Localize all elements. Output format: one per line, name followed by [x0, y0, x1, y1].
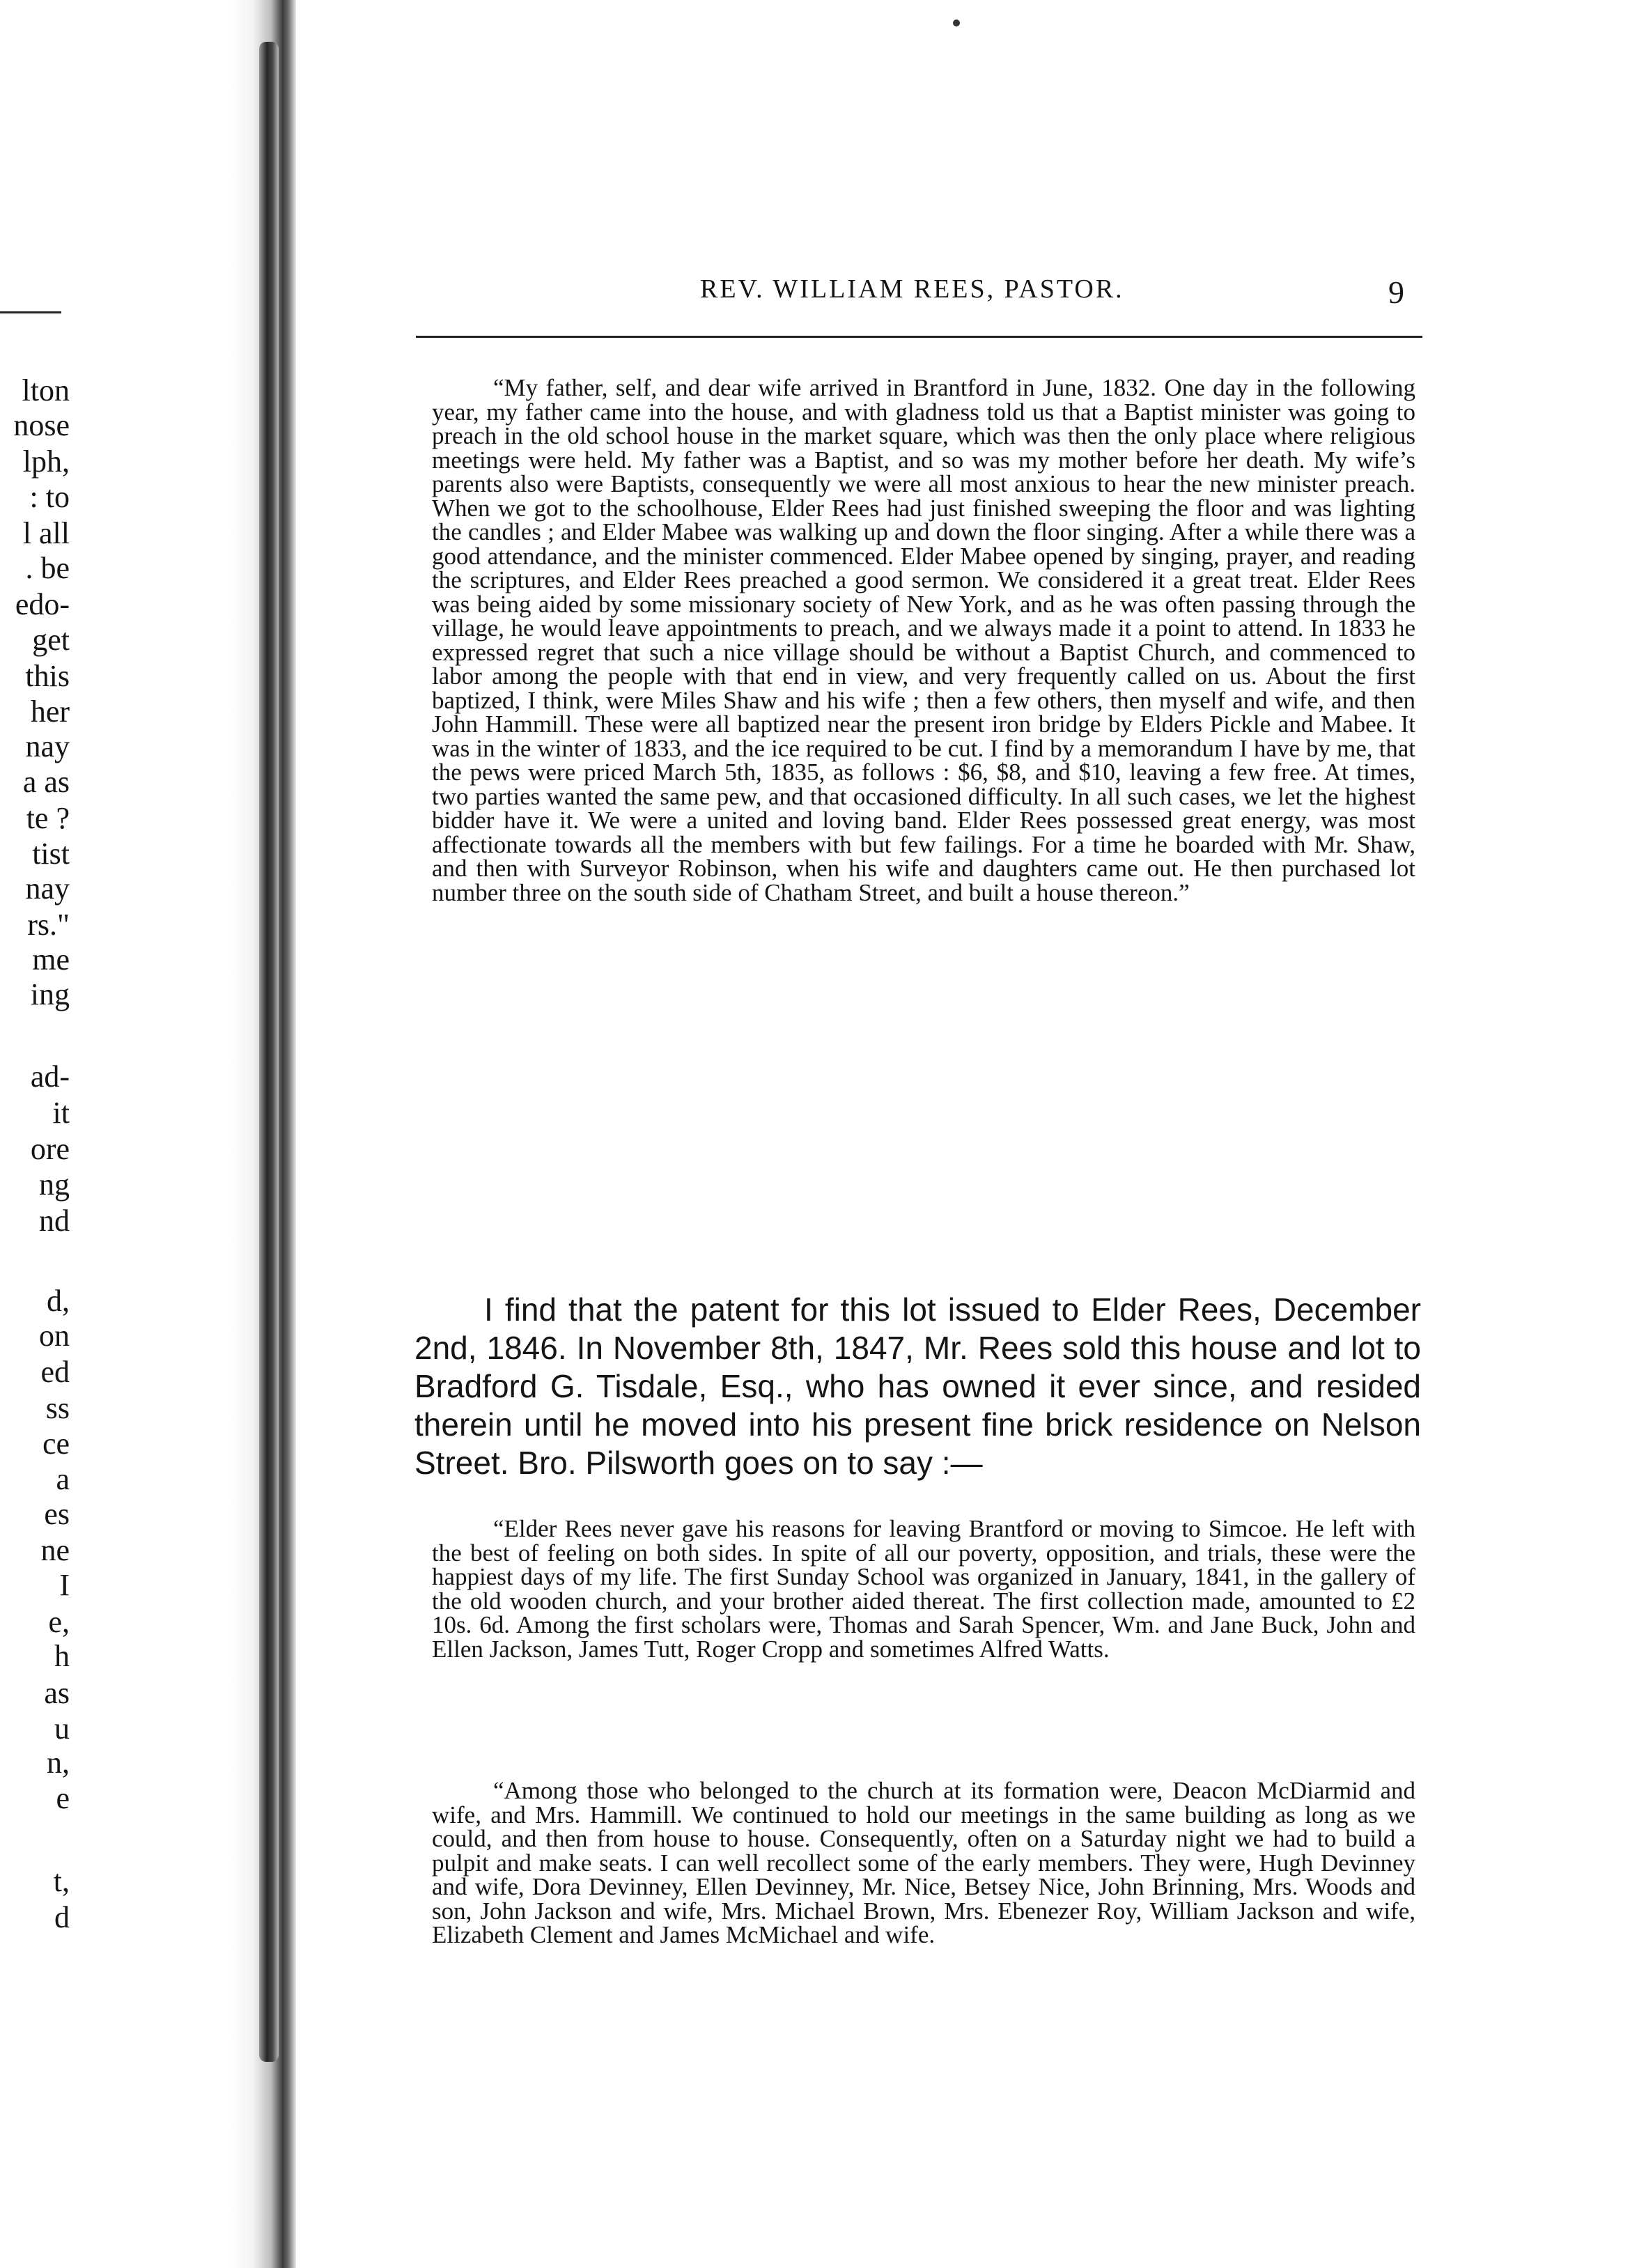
quoted-paragraph-2: “Elder Rees never gave his reasons for leaving Brantford or moving to Simcoe. He left with the best of feeling on both sides. In spite of all our poverty, opposition, and trials, these were the happiest days of my life. The first Sunday School was organized in January, 1841, in the gallery of the old wooden church, and your brother aided thereat. The first collection made, amounted to £2 10s. 6d. Among the first scholars were, Thomas and Sarah Spencer, Wm. and Jane Buck, John and Ellen Jackson, James Tutt, Roger Cropp and sometimes Alfred Watts. [432, 1515, 1415, 1663]
narrative-paragraph: I find that the patent for this lot issued to Elder Rees, December 2nd, 1846. In November 8th, 1847, Mr. Rees sold this house and lot to Bradford G. Tisdale, Esq., who has owned it ever since, and resided therein until he moved into his present fine brick residence on Nelson Street. Bro. Pilsworth goes on to say :— [414, 1291, 1421, 1481]
left-page-fragment: tist [32, 837, 70, 871]
left-page-fragment: ce [42, 1427, 70, 1461]
left-page-fragment: on [39, 1319, 70, 1353]
left-page-fragment: me [32, 942, 70, 977]
left-page-fragment: l all [22, 516, 70, 550]
page-number: 9 [1388, 274, 1404, 310]
left-page-fragment: ng [39, 1167, 70, 1202]
left-page-fragment: nose [13, 408, 70, 442]
left-page-fragment: edo- [15, 587, 70, 621]
left-page-fragment: a as [22, 765, 70, 799]
left-page-fragment: t, [53, 1864, 70, 1898]
left-page-fragment: I [59, 1568, 70, 1602]
left-page-fragment: this [25, 659, 70, 693]
left-page-fragment: es [44, 1497, 70, 1531]
header-rule [416, 336, 1422, 338]
left-page-fragment: lton [22, 373, 70, 407]
left-page-fragment: . be [25, 551, 70, 585]
left-page-fragment: u [54, 1711, 70, 1746]
left-page-fragment: ed [40, 1355, 70, 1389]
left-page-fragment: : to [29, 480, 70, 514]
left-page-fragment: a [56, 1462, 70, 1496]
left-page-fragment: it [52, 1096, 70, 1130]
left-facing-page [0, 0, 230, 2268]
left-page-fragment: ore [30, 1132, 70, 1166]
left-page-fragment: e [56, 1781, 70, 1815]
left-page-fragment: rs." [27, 908, 70, 942]
left-page-fragment: te ? [26, 801, 70, 835]
left-page-fragment: d, [47, 1284, 70, 1318]
left-page-fragment: lph, [22, 444, 70, 479]
left-page-fragment: ad- [30, 1059, 70, 1094]
left-page-fragment: nay [25, 871, 70, 906]
left-page-fragment: ss [45, 1391, 70, 1425]
left-page-fragment: nay [25, 729, 70, 763]
left-page-fragment: n, [47, 1746, 70, 1780]
quoted-paragraph-3: “Among those who belonged to the church at its formation were, Deacon McDiarmid and wife, and Mrs. Hammill. We continued to hold our meetings in the same building as long as we could, and then from house to house. Consequently, often on a Saturday night we had to build a pulpit and make seats. I can well recollect some of the early members. They were, Hugh Devinney and wife, Dora Devinney, Ellen Devinney, Mr. Nice, Betsey Nice, John Brinning, Mrs. Woods and son, John Jackson and wife, Mrs. Michael Brown, Mrs. Ebenezer Roy, William Jackson and wife, Elizabeth Clement and James McMichael and wife. [432, 1777, 1415, 1948]
left-page-fragment: her [30, 694, 70, 729]
left-page-fragment: e, [48, 1605, 70, 1639]
right-page [296, 0, 1630, 2268]
left-page-fragment: as [44, 1676, 70, 1710]
binding-shadow [259, 42, 279, 2062]
running-title: REV. WILLIAM REES, PASTOR. [700, 274, 1124, 304]
left-page-fragment: h [54, 1639, 70, 1673]
left-page-fragment: nd [39, 1204, 70, 1238]
left-page-fragment: d [54, 1900, 70, 1934]
left-page-text-fragments [0, 0, 70, 2268]
left-page-fragment: ing [30, 977, 70, 1011]
left-page-fragment: get [32, 623, 70, 657]
left-page-fragment: ne [40, 1533, 70, 1567]
quoted-paragraph-1: “My father, self, and dear wife arrived in Brantford in June, 1832. One day in the following year, my father came into the house, and with gladness told us that a Baptist minister was going to preach in the old school house in the market square, which was then the only place where religious meetings were held. My father was a Baptist, and so was my mother before her death. My wife’s parents also were Baptists, consequently we were all most anxious to hear the new minister preach. When we got to the schoolhouse, Elder Rees had just finished sweeping the floor and was lighting the candles ; and Elder Mabee was walking up and down the floor singing. After a while there was a good attendance, and the minister commenced. Elder Mabee opened by singing, prayer, and reading the scriptures, and Elder Rees preached a good sermon. We considered it a great treat. Elder Rees was being aided by some missionary society of New York, and as he was often passing through the village, he would leave appointments to preach, and we always made it a point to attend. In 1833 he expressed regret that such a nice village should be without a Baptist Church, and commenced to labor among the people with that end in view, and very frequently called on us. About the first baptized, I think, were Miles Shaw and his wife ; then a few others, then myself and wife, and then John Hammill. These were all baptized near the present iron bridge by Elders Pickle and Mabee. It was in the winter of 1833, and the ice required to be cut. I find by a memorandum I have by me, that the pews were priced March 5th, 1835, as follows : $6, $8, and $10, leaving a few free. At times, two parties wanted the same pew, and that occasioned difficulty. In all such cases, we let the highest bidder have it. We were a united and loving band. Elder Rees possessed great energy, was most affectionate towards all the members with but few failings. For a time he boarded with Mr. Shaw, and then with Surveyor Robinson, when his wife and daughters came out. He then purchased lot number three on the south side of Chatham Street, and built a house thereon.” [432, 374, 1415, 906]
